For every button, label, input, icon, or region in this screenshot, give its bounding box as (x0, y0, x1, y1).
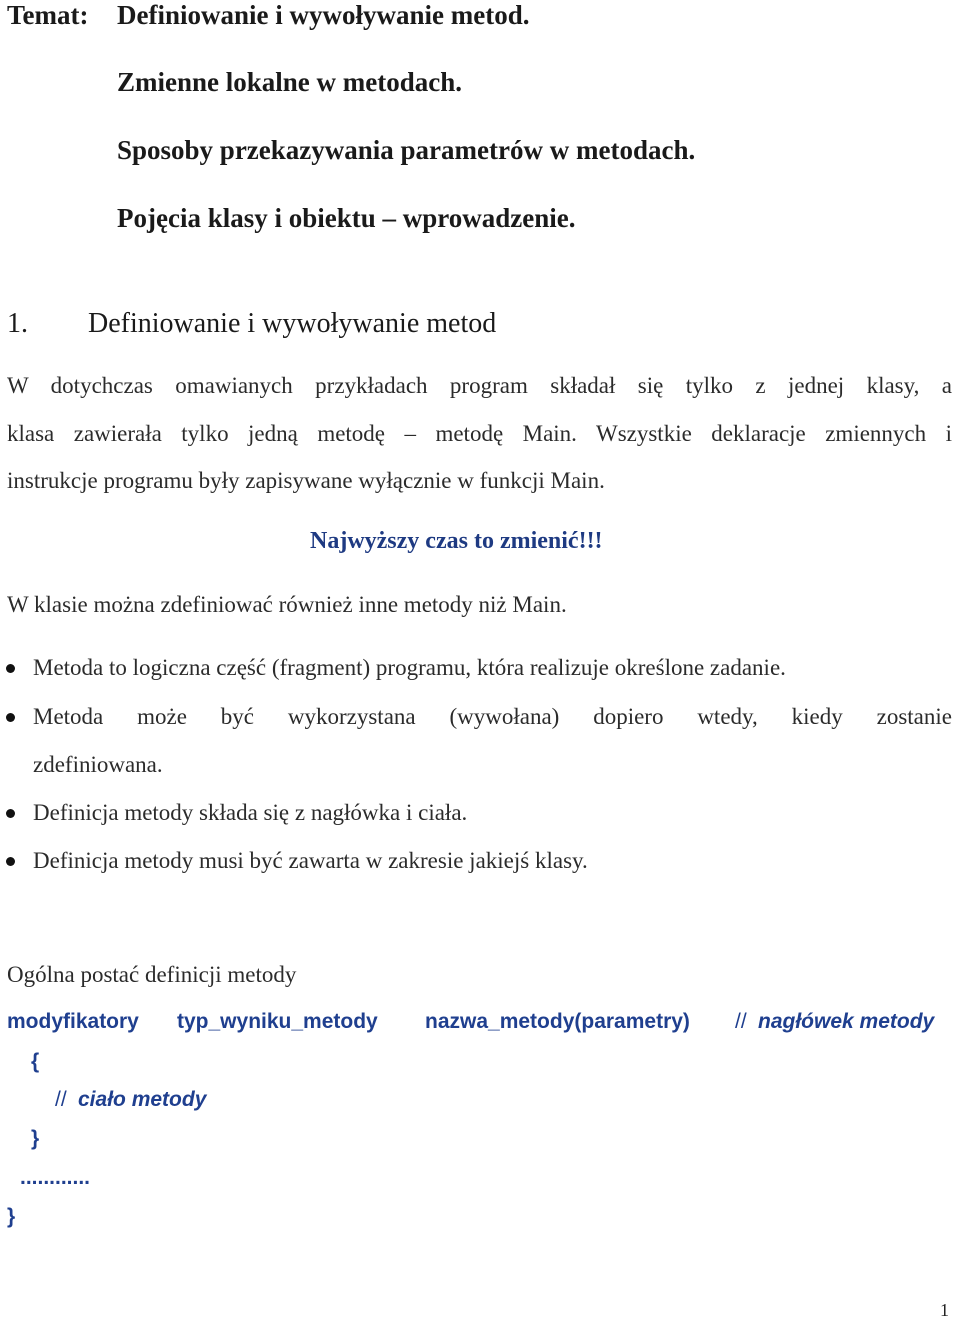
intro-line-3: instrukcje programu były zapisywane wyłącznie w funkcji Main. (7, 468, 605, 493)
intro-line-2: klasa zawierała tylko jedną metodę – metodę Main. Wszystkie deklaracje zmiennych i (7, 421, 952, 446)
bullet-item-1: Metoda to logiczna część (fragment) programu, która realizuje określone zadanie. (33, 655, 786, 680)
general-form-label: Ogólna postać definicji metody (7, 962, 297, 987)
code-return-type: typ_wyniku_metody (177, 1010, 378, 1033)
topic-line-1: Definiowanie i wywoływanie metod. (117, 0, 530, 30)
emphasis-text: Najwyższy czas to zmienić!!! (310, 528, 603, 554)
bullet-item-3: Definicja metody składa się z nagłówka i ciała. (33, 800, 468, 825)
code-modifiers: modyfikatory (7, 1010, 139, 1033)
code-header-comment: nagłówek metody (758, 1010, 935, 1033)
code-outer-close-brace: } (7, 1205, 16, 1228)
code-comment-slashes: // (735, 1010, 747, 1033)
topic-line-4: Pojęcia klasy i obiektu – wprowadzenie. (117, 203, 576, 233)
bullet-dot-icon (6, 809, 15, 818)
topic-line-2: Zmienne lokalne w metodach. (117, 67, 463, 97)
statement-text: W klasie można zdefiniować również inne metody niż Main. (7, 592, 567, 617)
bullet-item-2-line-2: zdefiniowana. (33, 752, 163, 777)
bullet-dot-icon (6, 664, 15, 673)
section-number: 1. (7, 308, 28, 339)
bullet-item-2-line-1: Metoda może być wykorzystana (wywołana) dopiero wtedy, kiedy zostanie (33, 704, 952, 729)
page-number: 1 (940, 1300, 949, 1320)
code-open-brace: { (31, 1050, 40, 1073)
code-name-params: nazwa_metody(parametry) (425, 1010, 690, 1033)
code-body-slashes: // (55, 1088, 67, 1111)
topic-line-3: Sposoby przekazywania parametrów w metodach. (117, 135, 696, 165)
topic-label: Temat: (7, 0, 89, 30)
code-ellipsis: ............ (20, 1166, 91, 1189)
code-close-brace: } (31, 1127, 40, 1150)
code-body-comment: ciało metody (78, 1088, 207, 1111)
intro-line-1: W dotychczas omawianych przykładach program składał się tylko z jednej klasy, a (7, 373, 952, 398)
bullet-dot-icon (6, 857, 15, 866)
bullet-dot-icon (6, 713, 15, 722)
section-title: Definiowanie i wywoływanie metod (88, 308, 497, 339)
bullet-item-4: Definicja metody musi być zawarta w zakresie jakiejś klasy. (33, 848, 588, 873)
